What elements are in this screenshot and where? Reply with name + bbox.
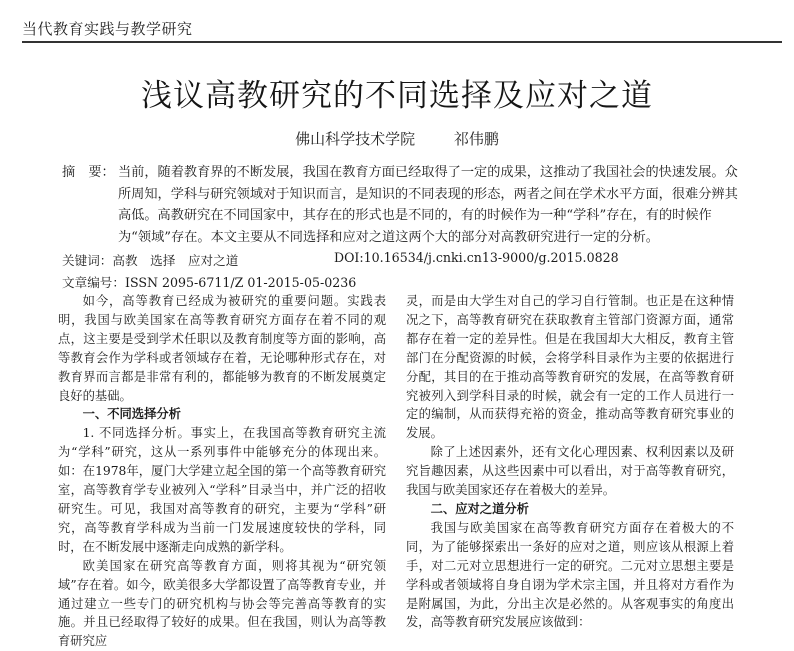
paragraph: 我国与欧美国家在高等教育研究方面存在着极大的不同，为了能够探索出一条好的应对之道，则应该从根源上着手，对二元对立思想进行一定的研究。二元对立思想主要是学科或者领域将自身自诩为学术宗主国，并且将对方看作为是附属国，为此，分出主次是必然的。从客观事实的角度出发，高等教育研究发展应该做到：	[406, 520, 734, 630]
article-title: 浅议高教研究的不同选择及应对之道	[141, 78, 653, 114]
author-line	[0, 128, 794, 149]
paragraph: 灵，而是由大学生对自己的学习自行管制。也正是在这种情况之下，高等教育研究在获取教育主管部门资源方面，通常都存在着一定的差异性。但是在我国却大大相反，教育主管部门在分配资源的时候，会将学科目录作为主要的依据进行分配，其目的在于推动高等教育研究的发展，在高等教育研究被列入到学科目录的时候，就会有一定的工作人员进行一定的编制，从而获得充裕的资金，推动高等教育研究事业的发展。	[406, 294, 734, 441]
paragraph: 1. 不同选择分析。事实上，在我国高等教育研究主流为“学科”研究，这从一系列事件中能够充分的体现出来。如：在1978年，厦门大学建立起全国的第一个高等教育研究室，高等教育学专业被列入“学科”目录当中，并广泛的招收研究生。可见，我国对高等教育的研究，主要为“学科”研究，高等教育学科成为当前一门发展速度较快的学科，同时，在不断发展中逐渐走向成熟的新学科。	[58, 426, 386, 554]
paragraph: 欧美国家在研究高等教育方面，则将其视为“研究领域”存在着。如今，欧美很多大学都设置了高等教育专业，并通过建立一些专门的研究机构与协会等完善高等教育的实施。并且已经取得了较好的成果。但在我国，则认为高等教育研究应	[58, 558, 386, 649]
section-heading: 二、应对之道分析	[430, 501, 529, 516]
journal-header: 当代教育实践与教学研究	[22, 18, 782, 43]
paragraph: 除了上述因素外，还有文化心理因素、权利因素以及研究旨趣因素，从这些因素中可以看出，对于高等教育研究，我国与欧美国家还存在着极大的差异。	[406, 445, 734, 498]
paragraph: 如今，高等教育已经成为被研究的重要问题。实践表明，我国与欧美国家在高等教育研究方面存在着不同的观点，这主要是受到学术任职以及教育制度等方面的影响，高等教育会作为学科或者领域存在着，无论哪种形式存在，对教育界而言都是非常有利的，都能够为教育的不断发展奠定良好的基础。	[58, 294, 386, 403]
abstract	[62, 162, 742, 248]
affiliation: 佛山科学技术学院	[295, 130, 416, 148]
left-column	[58, 292, 386, 651]
abstract-text: 当前，随着教育界的不断发展，我国在教育方面已经取得了一定的成果，这推动了我国社会的快速发展。众所周知，学科与研究领域对于知识而言，是知识的不同表现的形态，两者之间在学术水平方面，很难分辨其高低。高教研究在不同国家中，其存在的形式也是不同的，有的时候作为一种“学科”存在，有的时候作为“领域”存在。本文主要从不同选择和应对之道这两个大的部分对高教研究进行一定的分析。	[118, 165, 738, 245]
keywords: 关键词：高教 选择 应对之道	[62, 253, 239, 268]
section-heading: 一、不同选择分析	[82, 407, 181, 422]
doi: DOI:10.16534/j.cnki.cn13-9000/g.2015.0828	[334, 250, 619, 265]
keywords-line	[62, 250, 619, 269]
right-column	[406, 292, 734, 632]
article-number: 文章编号：ISSN 2095-6711/Z 01-2015-05-0236	[62, 275, 357, 290]
abstract-label: 摘 要：	[62, 165, 115, 180]
author-name: 祁伟鹏	[453, 130, 499, 148]
